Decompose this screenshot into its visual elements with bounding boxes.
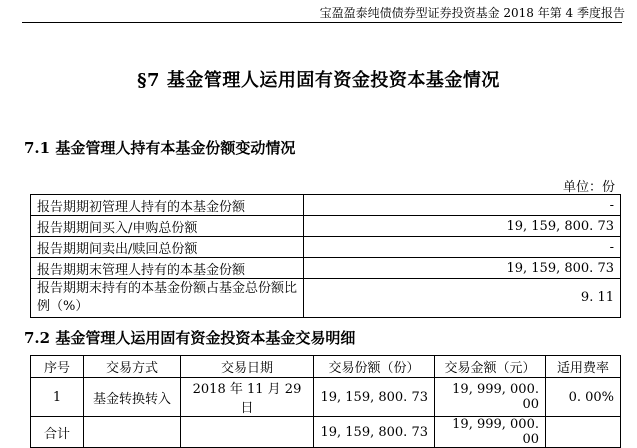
- row-label: 报告期期间买入/申购总份额: [31, 216, 304, 237]
- table-row: [31, 378, 621, 417]
- col-header-shares: 交易份额（份）: [314, 356, 435, 378]
- col-header-method: 交易方式: [84, 356, 181, 378]
- cell-empty: [181, 417, 314, 448]
- col-header-amount: 交易金额（元）: [435, 356, 546, 378]
- cell-total-shares: 19, 159, 800. 73: [314, 417, 435, 448]
- table-row: [31, 258, 621, 279]
- cell-method: 基金转换转入: [84, 378, 181, 417]
- page-header: 宝盈盈泰纯债债券型证券投资基金 2018 年第 4 季度报告: [319, 6, 625, 20]
- cell-amount: 19, 999, 000. 00: [435, 378, 546, 417]
- unit-label: 单位：份: [562, 180, 615, 195]
- section-7-2-heading: 7.2 基金管理人运用固有资金投资本基金交易明细: [24, 329, 356, 347]
- row-label: 报告期期间卖出/赎回总份额: [31, 237, 304, 258]
- holding-change-table: [30, 194, 621, 318]
- row-label: 报告期期初管理人持有的本基金份额: [31, 195, 304, 216]
- cell-date: 2018 年 11 月 29 日: [181, 378, 314, 417]
- header-rule: [22, 22, 622, 23]
- table-total-row: [31, 417, 621, 448]
- cell-no: 1: [31, 378, 84, 417]
- table-header-row: [31, 356, 621, 378]
- cell-fee: 0. 00%: [546, 378, 621, 417]
- chapter-title: §7 基金管理人运用固有资金投资本基金情况: [137, 70, 500, 91]
- row-value: 9. 11: [304, 279, 621, 318]
- cell-total-label: 合计: [31, 417, 84, 448]
- row-label: 报告期期末管理人持有的本基金份额: [31, 258, 304, 279]
- row-value: 19, 159, 800. 73: [304, 216, 621, 237]
- cell-shares: 19, 159, 800. 73: [314, 378, 435, 417]
- transaction-detail-table: [30, 355, 621, 448]
- row-value: -: [304, 237, 621, 258]
- row-label: 报告期期末持有的本基金份额占基金总份额比例（%）: [31, 279, 304, 318]
- section-7-1-heading: 7.1 基金管理人持有本基金份额变动情况: [24, 139, 296, 157]
- table-row: [31, 279, 621, 318]
- table-row: [31, 216, 621, 237]
- cell-empty: [546, 417, 621, 448]
- table-row: [31, 237, 621, 258]
- col-header-fee: 适用费率: [546, 356, 621, 378]
- cell-empty: [84, 417, 181, 448]
- table-row: [31, 195, 621, 216]
- row-value: -: [304, 195, 621, 216]
- row-value: 19, 159, 800. 73: [304, 258, 621, 279]
- col-header-date: 交易日期: [181, 356, 314, 378]
- col-header-no: 序号: [31, 356, 84, 378]
- cell-total-amount: 19, 999, 000. 00: [435, 417, 546, 448]
